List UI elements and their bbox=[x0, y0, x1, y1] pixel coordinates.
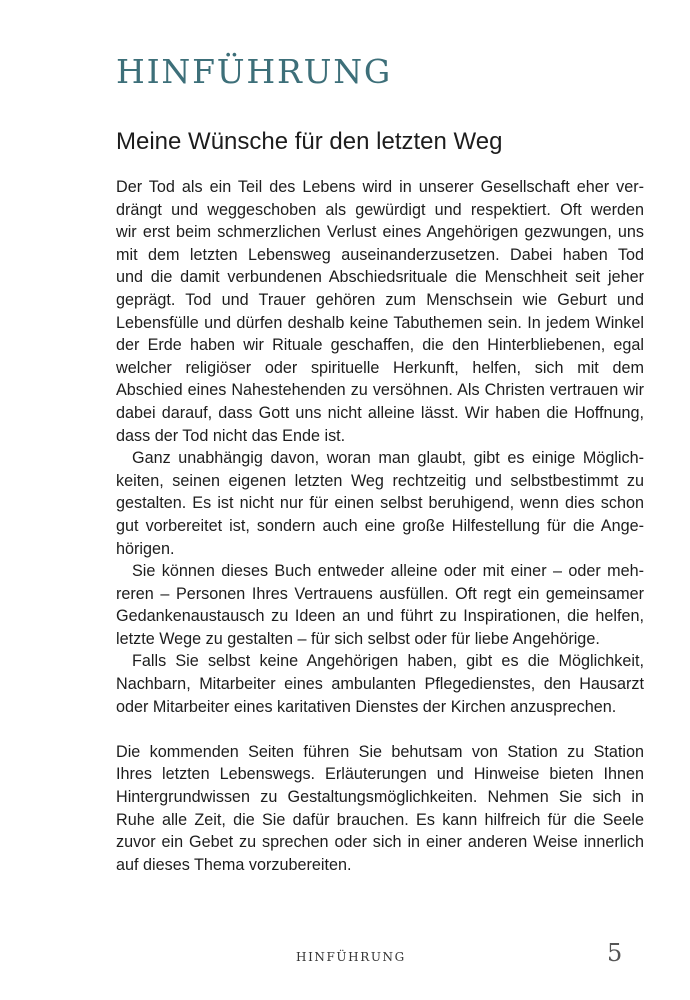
text-line: gestalten. Es ist nicht nur für einen selbst beruhigend, wenn dies schon bbox=[116, 494, 644, 513]
text-line: letzte Wege zu gestalten – für sich selbst oder für liebe Angehörige. bbox=[116, 629, 600, 648]
text-line: keiten, seinen eigenen letzten Weg rechtzeitig und selbstbestimmt zu bbox=[116, 471, 644, 490]
paragraph-4 bbox=[116, 650, 644, 718]
text-line: dabei darauf, dass Gott uns nicht alleine lässt. Wir haben die Hoffnung, bbox=[116, 403, 644, 422]
text-line: Falls Sie selbst keine Angehörigen haben, gibt es die Möglichkeit, bbox=[132, 652, 644, 671]
page-number: 5 bbox=[607, 939, 623, 967]
text-line: auf dieses Thema vorzubereiten. bbox=[116, 855, 352, 874]
text-line: Die kommenden Seiten führen Sie behutsam von Station zu Station bbox=[116, 742, 644, 761]
text-line: Ihres letzten Lebenswegs. Erläuterungen und Hinweise bieten Ihnen bbox=[116, 765, 644, 784]
paragraph-5 bbox=[116, 741, 644, 877]
paragraph-1 bbox=[116, 176, 644, 447]
text-line: hörigen. bbox=[116, 539, 175, 558]
text-line: Hintergrundwissen zu Gestaltungsmöglichkeiten. Nehmen Sie sich in bbox=[116, 788, 644, 807]
text-line: zuvor ein Gebet zu sprechen oder sich in einer anderen Weise innerlich bbox=[116, 833, 644, 852]
body-text bbox=[116, 176, 644, 876]
paragraph-spacer bbox=[116, 718, 644, 741]
chapter-title: HINFÜHRUNG bbox=[116, 52, 393, 91]
section-heading: Meine Wünsche für den letzten Weg bbox=[116, 128, 503, 155]
paragraph-3 bbox=[116, 560, 644, 650]
text-line: geprägt. Tod und Trauer gehören zum Menschsein wie Geburt und bbox=[116, 290, 644, 309]
text-line: oder Mitarbeiter eines karitativen Dienstes der Kirchen anzusprechen. bbox=[116, 697, 617, 716]
text-line: Abschied eines Nahestehenden zu versöhnen. Als Christen vertrauen wir bbox=[116, 381, 644, 400]
text-line: und die damit verbundenen Abschiedsrituale die Menschheit seit jeher bbox=[116, 268, 644, 287]
text-line: Ruhe alle Zeit, die Sie dafür brauchen. Es kann hilfreich für die Seele bbox=[116, 810, 644, 829]
text-line: der Erde haben wir Rituale geschaffen, die den Hinterbliebenen, egal bbox=[116, 336, 644, 355]
text-line: mit dem letzten Lebensweg auseinanderzusetzen. Dabei haben Tod bbox=[116, 245, 644, 264]
running-footer: HINFÜHRUNG bbox=[296, 950, 406, 964]
text-line: Der Tod als ein Teil des Lebens wird in unserer Gesellschaft eher ver- bbox=[116, 178, 644, 196]
text-line: welcher religiöser oder spirituelle Herkunft, helfen, sich mit dem bbox=[116, 358, 644, 377]
text-line: gut vorbereitet ist, sondern auch eine große Hilfestellung für die Ange- bbox=[116, 516, 644, 535]
text-line: reren – Personen Ihres Vertrauens ausfüllen. Oft regt ein gemeinsamer bbox=[116, 584, 644, 603]
text-line: Ganz unabhängig davon, woran man glaubt, gibt es einige Möglich- bbox=[132, 449, 644, 468]
text-line: wir erst beim schmerzlichen Verlust eines Angehörigen gezwungen, uns bbox=[116, 223, 644, 242]
paragraph-2 bbox=[116, 447, 644, 560]
text-line: dass der Tod nicht das Ende ist. bbox=[116, 426, 346, 445]
text-line: Lebensfülle und dürfen deshalb keine Tabuthemen sein. In jedem Winkel bbox=[116, 313, 644, 332]
text-line: Gedankenaustausch zu Ideen an und führt zu Inspirationen, die helfen, bbox=[116, 607, 644, 626]
text-line: Nachbarn, Mitarbeiter eines ambulanten Pflegedienstes, den Hausarzt bbox=[116, 675, 644, 694]
text-line: Sie können dieses Buch entweder alleine oder mit einer – oder meh- bbox=[132, 562, 644, 581]
text-line: drängt und weggeschoben als gewürdigt und respektiert. Oft werden bbox=[116, 200, 644, 219]
